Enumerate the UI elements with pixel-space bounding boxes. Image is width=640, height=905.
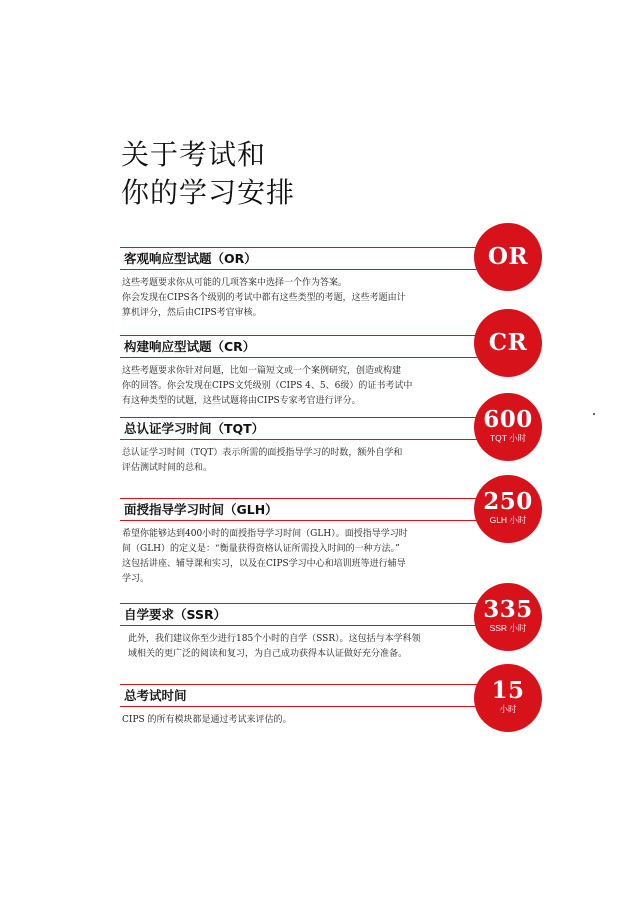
badge-cr [474, 309, 542, 377]
section-top-rule [120, 335, 490, 336]
body-line: 学习。 [122, 574, 150, 584]
body-line: 这些考题要求你针对问题，比如一篇短文或一个案例研究，创造或构建 [122, 366, 402, 376]
badge-unit: GLH 小时 [489, 515, 527, 525]
badge-unit: TQT 小时 [489, 433, 527, 443]
section-body [122, 527, 452, 587]
body-line: 这些考题要求你从可能的几项答案中选择一个作为答案。 [122, 278, 348, 288]
section-top-rule [120, 603, 490, 604]
section-bottom-rule [120, 269, 490, 270]
badge-value: 335 [483, 596, 533, 623]
body-line: 算机评分，然后由CIPS考官审核。 [122, 308, 262, 318]
badge-ssr [474, 583, 542, 651]
body-line: 此外，我们建议你至少进行185个小时的自学（SSR）。这包括与本学科领 [128, 634, 421, 644]
section-heading: 总认证学习时间（TQT） [124, 421, 265, 436]
section-heading: 自学要求（SSR） [124, 607, 227, 622]
section-heading: 构建响应型试题（CR） [124, 339, 256, 354]
body-line: 有这种类型的试题，这些试题将由CIPS专家考官进行评分。 [122, 396, 361, 406]
page-title-line-2: 你的学习安排 [121, 176, 296, 209]
badge-value: 250 [483, 488, 533, 515]
stray-dot [593, 413, 595, 415]
section-body [122, 276, 452, 321]
body-line: 评估测试时间的总和。 [122, 463, 213, 473]
section-body [122, 446, 452, 476]
badge-unit: 小时 [499, 704, 517, 714]
body-line: 你会发现在CIPS各个级别的考试中都有这些类型的考题，这些考题由计 [122, 293, 406, 303]
section-bottom-rule [120, 520, 490, 521]
page-title-line-1: 关于考试和 [121, 138, 267, 171]
section-bottom-rule [120, 439, 490, 440]
section-bottom-rule [120, 357, 490, 358]
section-bottom-rule [120, 625, 490, 626]
body-line: 间（GLH）的定义是：“衡量获得资格认证所需投入时间的一种方法。” [122, 544, 400, 554]
badge-unit: SSR 小时 [489, 623, 527, 633]
section-bottom-rule [120, 706, 490, 707]
section-heading: 客观响应型试题（OR） [124, 251, 257, 266]
section-heading: 总考试时间 [124, 688, 187, 703]
section-top-rule [120, 498, 490, 499]
badge-value: 15 [491, 677, 525, 704]
badge-or [474, 223, 542, 291]
section-heading: 面授指导学习时间（GLH） [124, 502, 278, 517]
badge-exam-time [474, 664, 542, 732]
body-line: 希望你能够达到400小时的面授指导学习时间（GLH）。面授指导学习时 [122, 529, 408, 539]
section-body [122, 713, 452, 728]
body-line: 总认证学习时间（TQT）表示所需的面授指导学习的时数，额外自学和 [122, 448, 403, 458]
badge-value: 600 [483, 406, 533, 433]
body-line: 你的回答。你会发现在CIPS文凭级别（CIPS 4、5、6级）的证书考试中 [122, 381, 413, 391]
body-line: 这包括讲座、辅导课和实习，以及在CIPS学习中心和培训班等进行辅导 [122, 559, 406, 569]
section-top-rule [120, 247, 490, 248]
section-body [128, 632, 458, 662]
body-line: 域相关的更广泛的阅读和复习，为自己成功获得本认证做好充分准备。 [128, 649, 408, 659]
badge-value: OR [487, 243, 529, 270]
badge-tqt [474, 393, 542, 461]
badge-value: CR [488, 329, 528, 356]
badge-glh [474, 475, 542, 543]
page-title [121, 136, 295, 212]
section-top-rule [120, 417, 490, 418]
section-body [122, 364, 452, 409]
section-top-rule [120, 684, 490, 685]
body-line: CIPS 的所有模块都是通过考试来评估的。 [122, 715, 292, 725]
